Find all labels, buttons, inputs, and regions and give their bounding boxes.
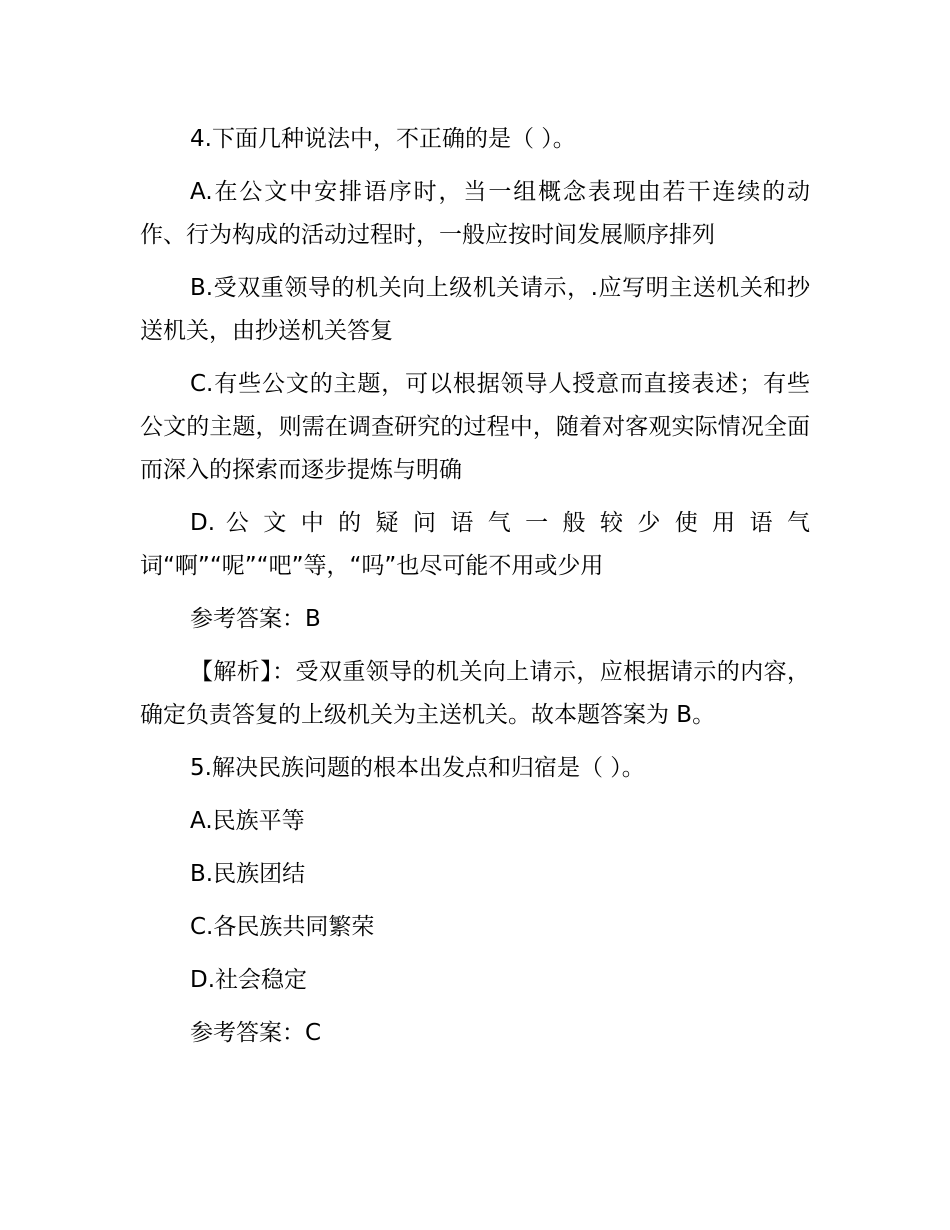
question-4-analysis: 【解析】：受双重领导的机关向上请示，应根据请示的内容，确定负责答复的上级机关为主送机关。故本题答案为 B。: [140, 659, 810, 728]
question-5-option-d: D.社会稳定: [190, 967, 308, 993]
question-4-stem: 4.下面几种说法中，不正确的是（ ）。: [190, 126, 576, 152]
question-4-option-c: C.有些公文的主题，可以根据领导人授意而直接表述；有些公文的主题，则需在调查研究的过程中，随着对客观实际情况全面而深入的探索而逐步提炼与明确: [140, 371, 810, 483]
question-4-option-b: B.受双重领导的机关向上级机关请示，.应写明主送机关和抄送机关，由抄送机关答复: [140, 275, 810, 344]
question-4-option-d-line1: D. 公 文 中 的 疑 问 语 气 一 般 较 少 使 用 语 气: [190, 510, 810, 536]
question-4-answer: 参考答案：B: [190, 606, 321, 632]
question-5-option-a: A.民族平等: [190, 808, 305, 834]
question-4-option-d-line2: 词“啊”“呢”“吧”等，“吗”也尽可能不用或少用: [140, 553, 604, 579]
question-4-option-a: A.在公文中安排语序时，当一组概念表现由若干连续的动作、行为构成的活动过程时，一般应按时间发展顺序排列: [140, 179, 810, 248]
question-5-option-c: C.各民族共同繁荣: [190, 914, 375, 940]
question-5-answer: 参考答案：C: [190, 1020, 322, 1046]
document-page: [140, 118, 810, 1065]
question-5-option-b: B.民族团结: [190, 861, 306, 887]
question-5-stem: 5.解决民族问题的根本出发点和归宿是（ ）。: [190, 755, 645, 781]
question-4-option-d: [140, 502, 810, 588]
